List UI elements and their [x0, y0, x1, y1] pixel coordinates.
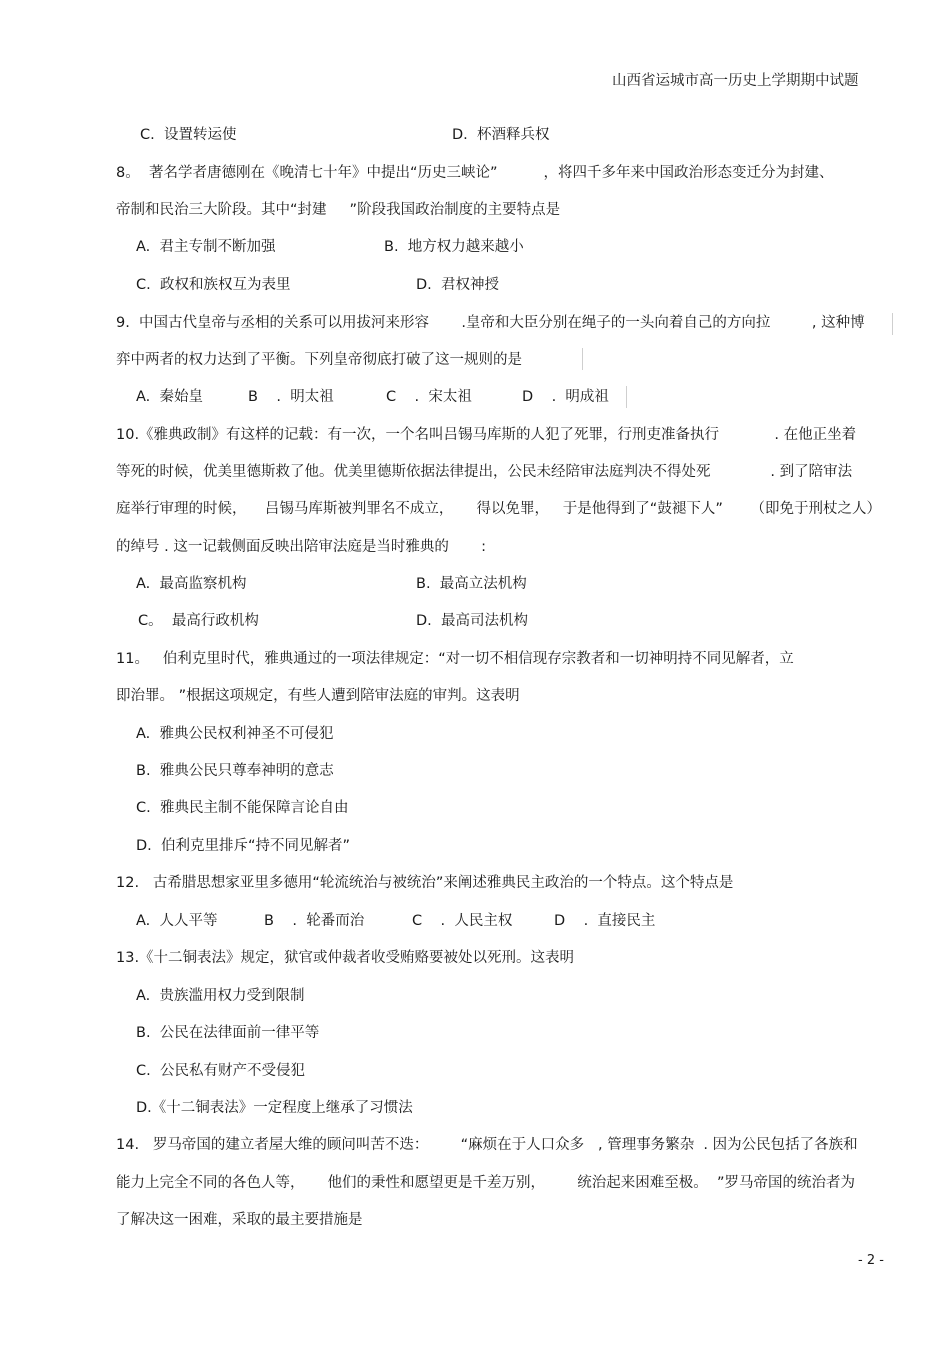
q9-frame-mid — [582, 348, 583, 370]
q9-stem-line2: 弈中两者的权力达到了平衡。下列皇帝彻底打破了这一规则的是 — [116, 352, 522, 368]
q8-option-c: C. 政权和族权互为表里 — [136, 277, 291, 293]
q13-option-d: D.《十二铜表法》一定程度上继承了习惯法 — [136, 1100, 413, 1116]
page-number: - 2 - — [858, 1253, 884, 1268]
q10-stem-line3: 庭举行审理的时候， 吕锡马库斯被判罪名不成立， 得以免罪， 于是他得到了“鼓褪下人” （即免于刑杖之人） — [116, 501, 881, 517]
q9-frame-right — [892, 313, 893, 335]
q11-option-a: A. 雅典公民权利神圣不可侵犯 — [136, 726, 334, 742]
q12-option-c: C . 人民主权 — [412, 913, 513, 929]
q8-option-b: B. 地方权力越来越小 — [384, 239, 524, 255]
q14-stem-line2: 能力上完全不同的各色人等， 他们的秉性和愿望更是千差万别， 统治起来困难至极。 ”罗马帝国的统治者为 — [116, 1175, 856, 1191]
q9-option-d: D . 明成祖 — [522, 389, 609, 405]
q11-option-d: D. 伯利克里排斥“持不同见解者” — [136, 838, 351, 854]
q10-option-b: B. 最高立法机构 — [416, 576, 527, 592]
page-header: 山西省运城市高一历史上学期期中试题 — [612, 73, 859, 89]
q9-stem-line1: 9. 中国古代皇帝与丞相的关系可以用拔河来形容 .皇帝和大臣分别在绳子的一头向着自己的方向拉 , 这种博 — [116, 315, 865, 331]
q9-option-c: C . 宋太祖 — [386, 389, 472, 405]
q12-stem-line1: 12. 古希腊思想家亚里多德用“轮流统治与被统治”来阐述雅典民主政治的一个特点。这个特点是 — [116, 875, 734, 891]
q11-stem-line1: 11。 伯利克里时代，雅典通过的一项法律规定：“对一切不相信现存宗教者和一切神明持不同见解者，立 — [116, 651, 794, 667]
q8-option-a: A. 君主专制不断加强 — [136, 239, 276, 255]
q10-option-d: D. 最高司法机构 — [416, 613, 528, 629]
q12-option-d: D . 直接民主 — [554, 913, 656, 929]
q9-option-b: B . 明太祖 — [248, 389, 334, 405]
q14-stem-line1: 14. 罗马帝国的建立者屋大维的顾问叫苦不迭： “麻烦在于人口众多 , 管理事务繁杂 . 因为公民包括了各族和 — [116, 1137, 858, 1153]
q13-option-a: A. 贵族滥用权力受到限制 — [136, 988, 305, 1004]
q11-stem-line2: 即治罪。 ”根据这项规定，有些人遭到陪审法庭的审判。这表明 — [116, 688, 520, 704]
q9-option-a: A. 秦始皇 — [136, 389, 203, 405]
q10-option-c: C。 最高行政机构 — [138, 613, 259, 629]
q10-stem-line1: 10.《雅典政制》有这样的记载：有一次，一个名叫吕锡马库斯的人犯了死罪，行刑吏准备执行 . 在他正坐着 — [116, 427, 857, 443]
q13-stem-line1: 13.《十二铜表法》规定，狱官或仲裁者收受贿赂要被处以死刑。这表明 — [116, 950, 575, 966]
q8-stem-line1: 8。 著名学者唐德刚在《晚清七十年》中提出“历史三峡论” ，将四千多年来中国政治形态变迁分为封建、 — [116, 165, 834, 181]
q12-option-a: A. 人人平等 — [136, 913, 218, 929]
q14-stem-line3: 了解决这一困难，采取的最主要措施是 — [116, 1212, 363, 1228]
q8-option-d: D. 君权神授 — [416, 277, 499, 293]
q13-option-b: B. 公民在法律面前一律平等 — [136, 1025, 320, 1041]
q10-option-a: A. 最高监察机构 — [136, 576, 247, 592]
q7-option-c: C. 设置转运使 — [140, 127, 237, 143]
q11-option-c: C. 雅典民主制不能保障言论自由 — [136, 800, 349, 816]
q10-stem-line2: 等死的时候，优美里德斯救了他。优美里德斯依据法律提出，公民未经陪审法庭判决不得处死 . 到了陪审法 — [116, 464, 853, 480]
q11-option-b: B. 雅典公民只尊奉神明的意志 — [136, 763, 334, 779]
q12-option-b: B . 轮番而治 — [264, 913, 365, 929]
q13-option-c: C. 公民私有财产不受侵犯 — [136, 1063, 305, 1079]
q9-frame-bottom — [626, 386, 627, 408]
q8-stem-line2: 帝制和民治三大阶段。其中“封建 ”阶段我国政治制度的主要特点是 — [116, 202, 561, 218]
q10-stem-line4: 的绰号 . 这一记载侧面反映出陪审法庭是当时雅典的 : — [116, 539, 486, 555]
q7-option-d: D. 杯酒释兵权 — [452, 127, 550, 143]
